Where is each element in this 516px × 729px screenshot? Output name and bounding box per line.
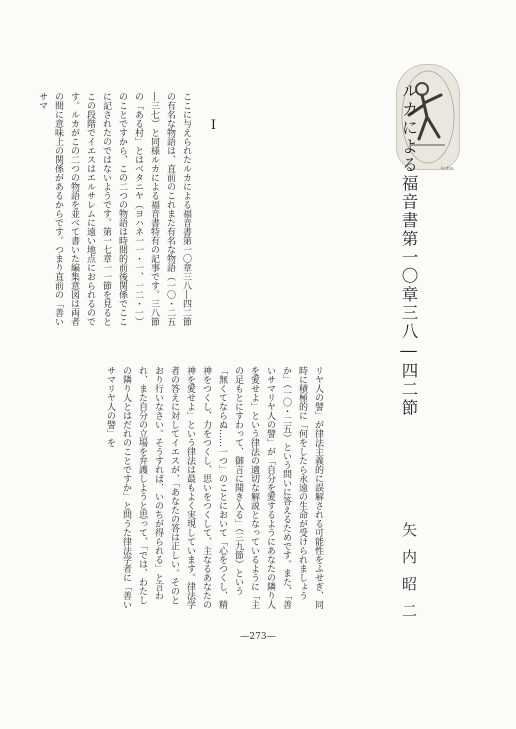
page-number: ―273― — [240, 632, 276, 642]
body-text-lower: リヤ人の譬」が律法主義的に誤解される可能性をふせぎ、同時に積極的に「何をしたら永遠の生命が受けられましょうか」（一〇・二五）という問いに答えるためです。また、「善いサマリヤ人の譬」が「自分を愛するようにあなたの隣り人を愛せよ」という律法の適切な解説となっているように「主の足もとにすわって、御言に聞き入る」（三九節）という「無くてならぬ……一つ」のことにおいて「心をつくし、精神をつくし、力をつくし、思いをつくして、主なるあなたの神を愛せよ」という律法は最もよく実現しています。律法学者の答えに対してイエスが、「あなたの答は正しい。そのとおり行いなさい。そうすれば、いのちが得られる」と言われ、また自分の立場を弁護しようと思って、「では、わたしの隣り人とはだれのことですか」と問うた律法学者に「善いサマリヤ人の譬」を — [105, 366, 323, 609]
emblem-caption: kuba. — [441, 166, 455, 172]
author-name: 矢内昭二 — [400, 522, 418, 630]
section-number: I — [206, 118, 221, 133]
body-text-upper: ここに与えられたルカによる福音書第一〇章三八―四二節の有名な物語は、直前のこれまた有名な物語（一〇・二五―三七）と同様ルカによる福音書特有の記事です。三八節の「ある村」とはベタニヤ（ヨハネ一一・一、一二・一）のことですから、この二つの物語は時間的前後関係でここに記されたのではないようです。第一七章一一節を見るとこの段階でイエスはエルサレムに遠い地点におられるのです。ルカがこの二つの物語を並べて書いた編集意図は両者の間に意味上の関係があるからです。つまり直前の「善いサマ — [37, 92, 191, 326]
article-title: ルカによる福音書第一〇章三八―四二節 — [399, 82, 418, 418]
